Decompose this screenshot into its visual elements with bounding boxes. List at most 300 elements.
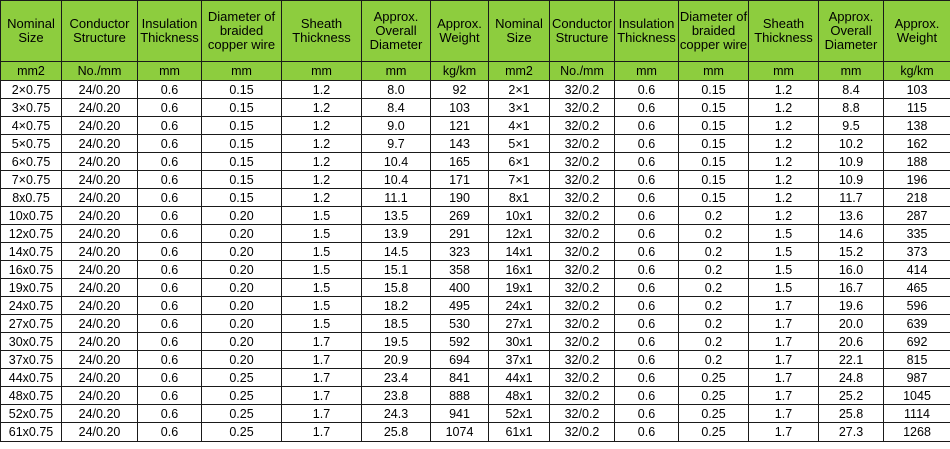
table-row	[1, 405, 950, 423]
table-cell: 138	[884, 117, 950, 135]
column-header: Diameter of braided copper wire	[679, 1, 749, 62]
table-cell: 0.6	[138, 405, 202, 423]
table-cell: 1.7	[749, 405, 819, 423]
table-row	[1, 243, 950, 261]
table-cell: 0.6	[615, 153, 679, 171]
table-cell: 1.7	[749, 351, 819, 369]
table-cell: 32/0.2	[550, 261, 615, 279]
table-cell: 5×0.75	[1, 135, 62, 153]
table-cell: 48x1	[489, 387, 550, 405]
table-cell: 1.2	[749, 207, 819, 225]
table-cell: 0.6	[615, 315, 679, 333]
unit-cell: No./mm	[62, 62, 138, 81]
table-cell: 24/0.20	[62, 153, 138, 171]
table-cell: 25.2	[819, 387, 884, 405]
table-cell: 414	[884, 261, 950, 279]
table-cell: 32/0.2	[550, 405, 615, 423]
table-cell: 1.5	[282, 279, 362, 297]
table-row	[1, 333, 950, 351]
table-cell: 37x1	[489, 351, 550, 369]
table-row	[1, 81, 950, 99]
table-cell: 815	[884, 351, 950, 369]
table-cell: 291	[431, 225, 489, 243]
table-cell: 0.2	[679, 351, 749, 369]
table-cell: 0.25	[202, 387, 282, 405]
table-cell: 52x1	[489, 405, 550, 423]
table-row	[1, 117, 950, 135]
table-row	[1, 207, 950, 225]
table-cell: 0.6	[615, 369, 679, 387]
table-cell: 1.2	[282, 135, 362, 153]
table-cell: 37x0.75	[1, 351, 62, 369]
table-cell: 32/0.2	[550, 351, 615, 369]
table-cell: 162	[884, 135, 950, 153]
table-row	[1, 261, 950, 279]
table-cell: 0.20	[202, 333, 282, 351]
table-cell: 24/0.20	[62, 279, 138, 297]
table-cell: 0.20	[202, 351, 282, 369]
table-cell: 6×1	[489, 153, 550, 171]
table-cell: 20.0	[819, 315, 884, 333]
table-cell: 0.2	[679, 333, 749, 351]
table-cell: 8x0.75	[1, 189, 62, 207]
table-cell: 19.6	[819, 297, 884, 315]
table-cell: 12x0.75	[1, 225, 62, 243]
table-cell: 1074	[431, 423, 489, 442]
table-cell: 0.25	[679, 387, 749, 405]
table-cell: 0.2	[679, 315, 749, 333]
table-cell: 0.20	[202, 243, 282, 261]
table-cell: 2×0.75	[1, 81, 62, 99]
table-cell: 1.2	[282, 81, 362, 99]
table-cell: 841	[431, 369, 489, 387]
table-cell: 24/0.20	[62, 423, 138, 442]
table-row	[1, 171, 950, 189]
table-cell: 465	[884, 279, 950, 297]
table-cell: 24/0.20	[62, 99, 138, 117]
table-cell: 1.2	[749, 99, 819, 117]
table-cell: 24/0.20	[62, 333, 138, 351]
table-cell: 15.8	[362, 279, 431, 297]
column-header: Approx. Overall Diameter	[362, 1, 431, 62]
table-cell: 32/0.2	[550, 333, 615, 351]
table-cell: 0.6	[138, 207, 202, 225]
table-cell: 1.5	[282, 297, 362, 315]
table-cell: 20.6	[819, 333, 884, 351]
table-cell: 0.6	[615, 171, 679, 189]
table-cell: 3×1	[489, 99, 550, 117]
table-cell: 188	[884, 153, 950, 171]
table-cell: 0.6	[138, 99, 202, 117]
table-cell: 1.2	[749, 171, 819, 189]
table-row	[1, 423, 950, 442]
table-cell: 1.2	[749, 81, 819, 99]
table-cell: 400	[431, 279, 489, 297]
table-cell: 32/0.2	[550, 81, 615, 99]
column-header: Insulation Thickness	[138, 1, 202, 62]
table-cell: 32/0.2	[550, 387, 615, 405]
table-cell: 0.20	[202, 279, 282, 297]
table-cell: 1.2	[749, 117, 819, 135]
column-header: Conductor Structure	[550, 1, 615, 62]
table-cell: 0.20	[202, 261, 282, 279]
table-cell: 8.0	[362, 81, 431, 99]
table-cell: 10.2	[819, 135, 884, 153]
table-cell: 24/0.20	[62, 81, 138, 99]
table-cell: 0.6	[615, 279, 679, 297]
table-cell: 0.15	[202, 117, 282, 135]
table-cell: 0.15	[679, 99, 749, 117]
table-cell: 0.6	[615, 351, 679, 369]
table-cell: 23.4	[362, 369, 431, 387]
table-cell: 44x0.75	[1, 369, 62, 387]
table-cell: 25.8	[362, 423, 431, 442]
table-cell: 8x1	[489, 189, 550, 207]
unit-cell: mm2	[489, 62, 550, 81]
table-cell: 1.5	[282, 261, 362, 279]
table-cell: 0.6	[138, 189, 202, 207]
table-cell: 24/0.20	[62, 387, 138, 405]
table-cell: 32/0.2	[550, 315, 615, 333]
table-cell: 24/0.20	[62, 225, 138, 243]
table-cell: 1.7	[282, 423, 362, 442]
table-cell: 13.5	[362, 207, 431, 225]
table-cell: 0.20	[202, 207, 282, 225]
table-cell: 24/0.20	[62, 315, 138, 333]
table-cell: 0.6	[138, 279, 202, 297]
table-cell: 0.6	[138, 297, 202, 315]
table-cell: 596	[884, 297, 950, 315]
table-row	[1, 189, 950, 207]
table-cell: 32/0.2	[550, 225, 615, 243]
table-cell: 0.20	[202, 225, 282, 243]
table-cell: 0.25	[202, 405, 282, 423]
table-cell: 1.7	[749, 423, 819, 442]
table-cell: 24.3	[362, 405, 431, 423]
table-cell: 1045	[884, 387, 950, 405]
unit-cell: kg/km	[884, 62, 950, 81]
table-cell: 0.15	[679, 135, 749, 153]
table-cell: 1.2	[282, 171, 362, 189]
table-cell: 32/0.2	[550, 207, 615, 225]
table-cell: 32/0.2	[550, 135, 615, 153]
table-cell: 0.6	[615, 387, 679, 405]
table-cell: 32/0.2	[550, 153, 615, 171]
table-cell: 24/0.20	[62, 369, 138, 387]
table-cell: 1.2	[282, 99, 362, 117]
table-cell: 0.6	[615, 243, 679, 261]
table-cell: 27x0.75	[1, 315, 62, 333]
table-cell: 61x0.75	[1, 423, 62, 442]
table-cell: 0.6	[138, 261, 202, 279]
table-cell: 14x1	[489, 243, 550, 261]
table-cell: 0.6	[615, 225, 679, 243]
table-cell: 888	[431, 387, 489, 405]
table-cell: 941	[431, 405, 489, 423]
table-cell: 692	[884, 333, 950, 351]
table-cell: 0.6	[138, 387, 202, 405]
table-cell: 0.25	[202, 423, 282, 442]
unit-cell: mm	[819, 62, 884, 81]
table-cell: 10.9	[819, 153, 884, 171]
table-cell: 0.2	[679, 261, 749, 279]
table-cell: 1.7	[282, 369, 362, 387]
table-cell: 10.9	[819, 171, 884, 189]
unit-cell: No./mm	[550, 62, 615, 81]
table-cell: 1.2	[749, 153, 819, 171]
table-row	[1, 153, 950, 171]
table-cell: 32/0.2	[550, 99, 615, 117]
column-header: Sheath Thickness	[749, 1, 819, 62]
unit-cell: kg/km	[431, 62, 489, 81]
table-cell: 24.8	[819, 369, 884, 387]
table-cell: 287	[884, 207, 950, 225]
table-cell: 11.7	[819, 189, 884, 207]
table-cell: 12x1	[489, 225, 550, 243]
table-cell: 32/0.2	[550, 243, 615, 261]
table-cell: 9.0	[362, 117, 431, 135]
column-header: Nominal Size	[489, 1, 550, 62]
table-cell: 11.1	[362, 189, 431, 207]
table-cell: 0.25	[202, 369, 282, 387]
table-cell: 14x0.75	[1, 243, 62, 261]
table-cell: 25.8	[819, 405, 884, 423]
table-cell: 16.7	[819, 279, 884, 297]
table-cell: 30x1	[489, 333, 550, 351]
table-cell: 0.15	[679, 81, 749, 99]
table-cell: 190	[431, 189, 489, 207]
column-header: Approx. Overall Diameter	[819, 1, 884, 62]
table-cell: 19.5	[362, 333, 431, 351]
table-cell: 5×1	[489, 135, 550, 153]
table-cell: 1.5	[282, 315, 362, 333]
table-cell: 0.6	[615, 405, 679, 423]
table-cell: 2×1	[489, 81, 550, 99]
table-cell: 18.2	[362, 297, 431, 315]
table-cell: 1.7	[282, 333, 362, 351]
table-cell: 1.5	[749, 261, 819, 279]
table-cell: 44x1	[489, 369, 550, 387]
table-cell: 14.6	[819, 225, 884, 243]
table-cell: 4×1	[489, 117, 550, 135]
table-cell: 16x1	[489, 261, 550, 279]
table-cell: 0.6	[138, 315, 202, 333]
table-cell: 24/0.20	[62, 261, 138, 279]
table-cell: 1.2	[282, 117, 362, 135]
table-row	[1, 387, 950, 405]
table-cell: 1.5	[282, 243, 362, 261]
table-cell: 103	[884, 81, 950, 99]
table-cell: 165	[431, 153, 489, 171]
table-cell: 0.2	[679, 297, 749, 315]
table-cell: 9.7	[362, 135, 431, 153]
table-cell: 15.1	[362, 261, 431, 279]
table-cell: 24/0.20	[62, 207, 138, 225]
table-cell: 22.1	[819, 351, 884, 369]
table-cell: 0.2	[679, 243, 749, 261]
table-cell: 24/0.20	[62, 189, 138, 207]
table-cell: 0.25	[679, 369, 749, 387]
table-cell: 24/0.20	[62, 117, 138, 135]
table-cell: 0.2	[679, 225, 749, 243]
column-header: Approx. Weight	[884, 1, 950, 62]
table-cell: 32/0.2	[550, 171, 615, 189]
table-cell: 196	[884, 171, 950, 189]
table-cell: 61x1	[489, 423, 550, 442]
column-header: Insulation Thickness	[615, 1, 679, 62]
table-cell: 0.6	[615, 135, 679, 153]
table-cell: 27x1	[489, 315, 550, 333]
table-cell: 0.15	[202, 135, 282, 153]
table-cell: 143	[431, 135, 489, 153]
table-cell: 1.7	[749, 333, 819, 351]
header-row	[1, 1, 950, 62]
table-cell: 13.9	[362, 225, 431, 243]
units-row	[1, 62, 950, 81]
table-cell: 0.15	[202, 99, 282, 117]
table-cell: 269	[431, 207, 489, 225]
table-cell: 0.6	[138, 351, 202, 369]
table-cell: 0.15	[679, 189, 749, 207]
table-cell: 0.6	[615, 189, 679, 207]
table-cell: 0.2	[679, 207, 749, 225]
unit-cell: mm	[749, 62, 819, 81]
table-cell: 30x0.75	[1, 333, 62, 351]
table-cell: 0.2	[679, 279, 749, 297]
table-cell: 0.6	[615, 99, 679, 117]
table-cell: 0.6	[615, 117, 679, 135]
table-cell: 694	[431, 351, 489, 369]
column-header: Diameter of braided copper wire	[202, 1, 282, 62]
table-cell: 10.4	[362, 171, 431, 189]
table-cell: 0.6	[615, 423, 679, 442]
table-cell: 0.15	[202, 189, 282, 207]
table-cell: 0.25	[679, 405, 749, 423]
table-cell: 32/0.2	[550, 117, 615, 135]
table-cell: 16.0	[819, 261, 884, 279]
table-cell: 24/0.20	[62, 171, 138, 189]
table-cell: 1.7	[282, 387, 362, 405]
table-cell: 23.8	[362, 387, 431, 405]
table-cell: 0.6	[138, 135, 202, 153]
unit-cell: mm	[362, 62, 431, 81]
unit-cell: mm	[615, 62, 679, 81]
table-cell: 0.25	[679, 423, 749, 442]
table-cell: 0.6	[615, 261, 679, 279]
table-cell: 52x0.75	[1, 405, 62, 423]
table-cell: 48x0.75	[1, 387, 62, 405]
table-cell: 171	[431, 171, 489, 189]
table-cell: 10x1	[489, 207, 550, 225]
table-cell: 13.6	[819, 207, 884, 225]
table-cell: 1.5	[749, 279, 819, 297]
table-cell: 1.2	[282, 189, 362, 207]
table-cell: 1.7	[749, 387, 819, 405]
table-cell: 1.7	[282, 405, 362, 423]
table-cell: 32/0.2	[550, 423, 615, 442]
table-cell: 1268	[884, 423, 950, 442]
table-cell: 1.5	[282, 207, 362, 225]
table-row	[1, 315, 950, 333]
column-header: Sheath Thickness	[282, 1, 362, 62]
table-cell: 0.6	[615, 297, 679, 315]
table-cell: 0.15	[202, 171, 282, 189]
column-header: Nominal Size	[1, 1, 62, 62]
unit-cell: mm	[138, 62, 202, 81]
table-cell: 530	[431, 315, 489, 333]
table-cell: 0.15	[679, 153, 749, 171]
table-cell: 592	[431, 333, 489, 351]
table-row	[1, 369, 950, 387]
table-cell: 987	[884, 369, 950, 387]
table-cell: 1.2	[282, 153, 362, 171]
table-cell: 1114	[884, 405, 950, 423]
table-cell: 0.20	[202, 297, 282, 315]
table-cell: 121	[431, 117, 489, 135]
table-cell: 0.6	[615, 207, 679, 225]
table-cell: 24/0.20	[62, 135, 138, 153]
table-cell: 16x0.75	[1, 261, 62, 279]
table-cell: 15.2	[819, 243, 884, 261]
table-cell: 0.6	[138, 153, 202, 171]
table-cell: 0.6	[615, 333, 679, 351]
table-cell: 0.15	[679, 117, 749, 135]
table-cell: 0.6	[615, 81, 679, 99]
table-cell: 6×0.75	[1, 153, 62, 171]
table-cell: 103	[431, 99, 489, 117]
table-cell: 495	[431, 297, 489, 315]
table-cell: 115	[884, 99, 950, 117]
table-cell: 27.3	[819, 423, 884, 442]
unit-cell: mm	[202, 62, 282, 81]
table-cell: 1.5	[282, 225, 362, 243]
table-cell: 32/0.2	[550, 189, 615, 207]
table-cell: 0.6	[138, 117, 202, 135]
table-row	[1, 225, 950, 243]
table-cell: 0.6	[138, 81, 202, 99]
table-cell: 1.7	[749, 315, 819, 333]
table-cell: 8.4	[819, 81, 884, 99]
table-cell: 19x0.75	[1, 279, 62, 297]
table-cell: 0.15	[202, 81, 282, 99]
table-cell: 0.20	[202, 315, 282, 333]
table-cell: 335	[884, 225, 950, 243]
table-cell: 0.6	[138, 243, 202, 261]
table-cell: 20.9	[362, 351, 431, 369]
table-cell: 0.6	[138, 171, 202, 189]
table-cell: 24x1	[489, 297, 550, 315]
table-cell: 7×1	[489, 171, 550, 189]
table-cell: 19x1	[489, 279, 550, 297]
table-cell: 10.4	[362, 153, 431, 171]
table-cell: 1.2	[749, 135, 819, 153]
table-cell: 4×0.75	[1, 117, 62, 135]
table-cell: 358	[431, 261, 489, 279]
table-cell: 32/0.2	[550, 279, 615, 297]
table-body	[1, 81, 950, 442]
table-cell: 8.8	[819, 99, 884, 117]
table-cell: 1.7	[282, 351, 362, 369]
table-cell: 218	[884, 189, 950, 207]
unit-cell: mm	[282, 62, 362, 81]
column-header: Approx. Weight	[431, 1, 489, 62]
table-cell: 10x0.75	[1, 207, 62, 225]
table-row	[1, 279, 950, 297]
table-cell: 1.5	[749, 225, 819, 243]
table-cell: 24/0.20	[62, 297, 138, 315]
table-cell: 92	[431, 81, 489, 99]
table-cell: 14.5	[362, 243, 431, 261]
